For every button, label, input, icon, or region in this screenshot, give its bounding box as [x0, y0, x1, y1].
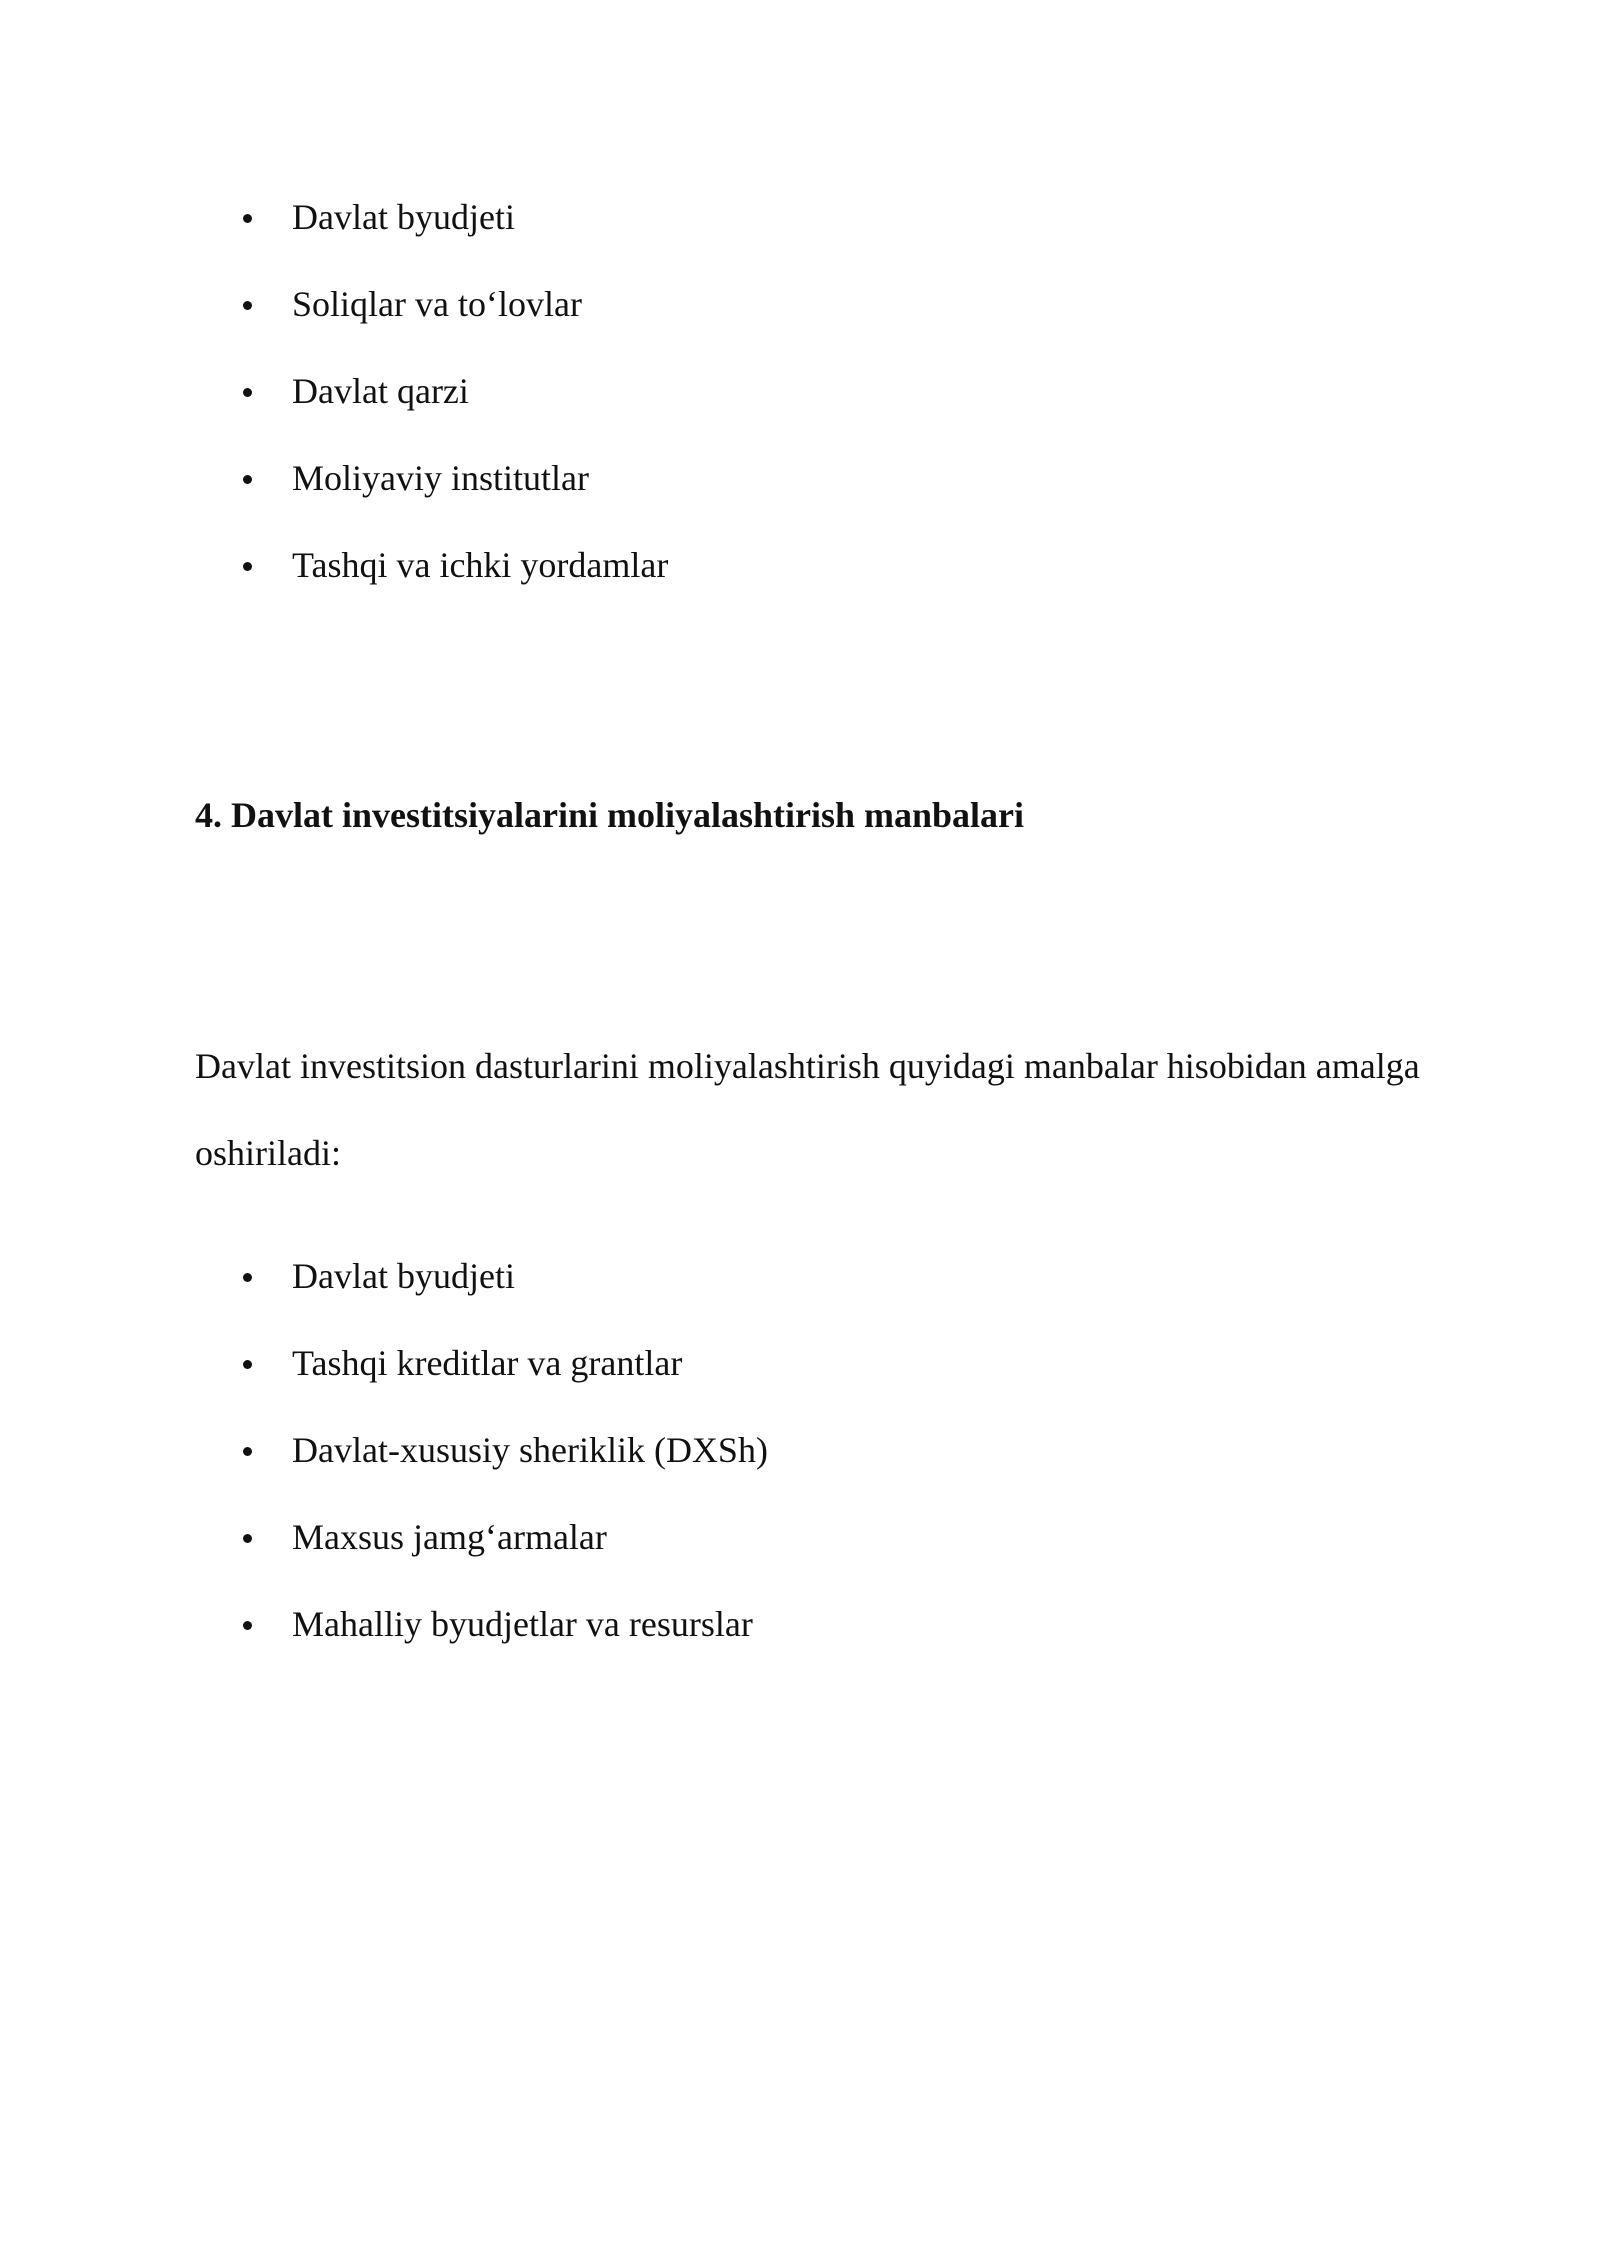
bullet-icon [243, 388, 252, 397]
bullet-icon [243, 1447, 252, 1456]
list-item-text: Soliqlar va to‘lovlar [292, 284, 582, 324]
list-item-text: Moliyaviy institutlar [292, 458, 589, 498]
list-item-text: Davlat-xususiy sheriklik (DXSh) [292, 1430, 768, 1470]
bullet-icon [243, 1360, 252, 1369]
bullet-icon [243, 475, 252, 484]
bullet-icon [243, 301, 252, 310]
list-item-text: Davlat qarzi [292, 371, 469, 411]
list-item-text: Tashqi va ichki yordamlar [292, 545, 669, 585]
bullet-icon [243, 1621, 252, 1630]
bullet-icon [243, 562, 252, 571]
section-heading: 4. Davlat investitsiyalarini moliyalashtirish manbalari [195, 795, 1025, 835]
bullet-icon [243, 1534, 252, 1543]
section-paragraph: Davlat investitsion dasturlarini moliyalashtirish quyidagi manbalar hisobidan amalga oshiriladi: [195, 1046, 1420, 1173]
bullet-icon [243, 214, 252, 223]
list-item-text: Davlat byudjeti [292, 197, 515, 237]
list-item-text: Tashqi kreditlar va grantlar [292, 1343, 683, 1383]
list-item-text: Davlat byudjeti [292, 1256, 515, 1296]
list-item-text: Mahalliy byudjetlar va resurslar [292, 1604, 753, 1644]
list-item-text: Maxsus jamg‘armalar [292, 1517, 607, 1557]
bullet-icon [243, 1273, 252, 1282]
